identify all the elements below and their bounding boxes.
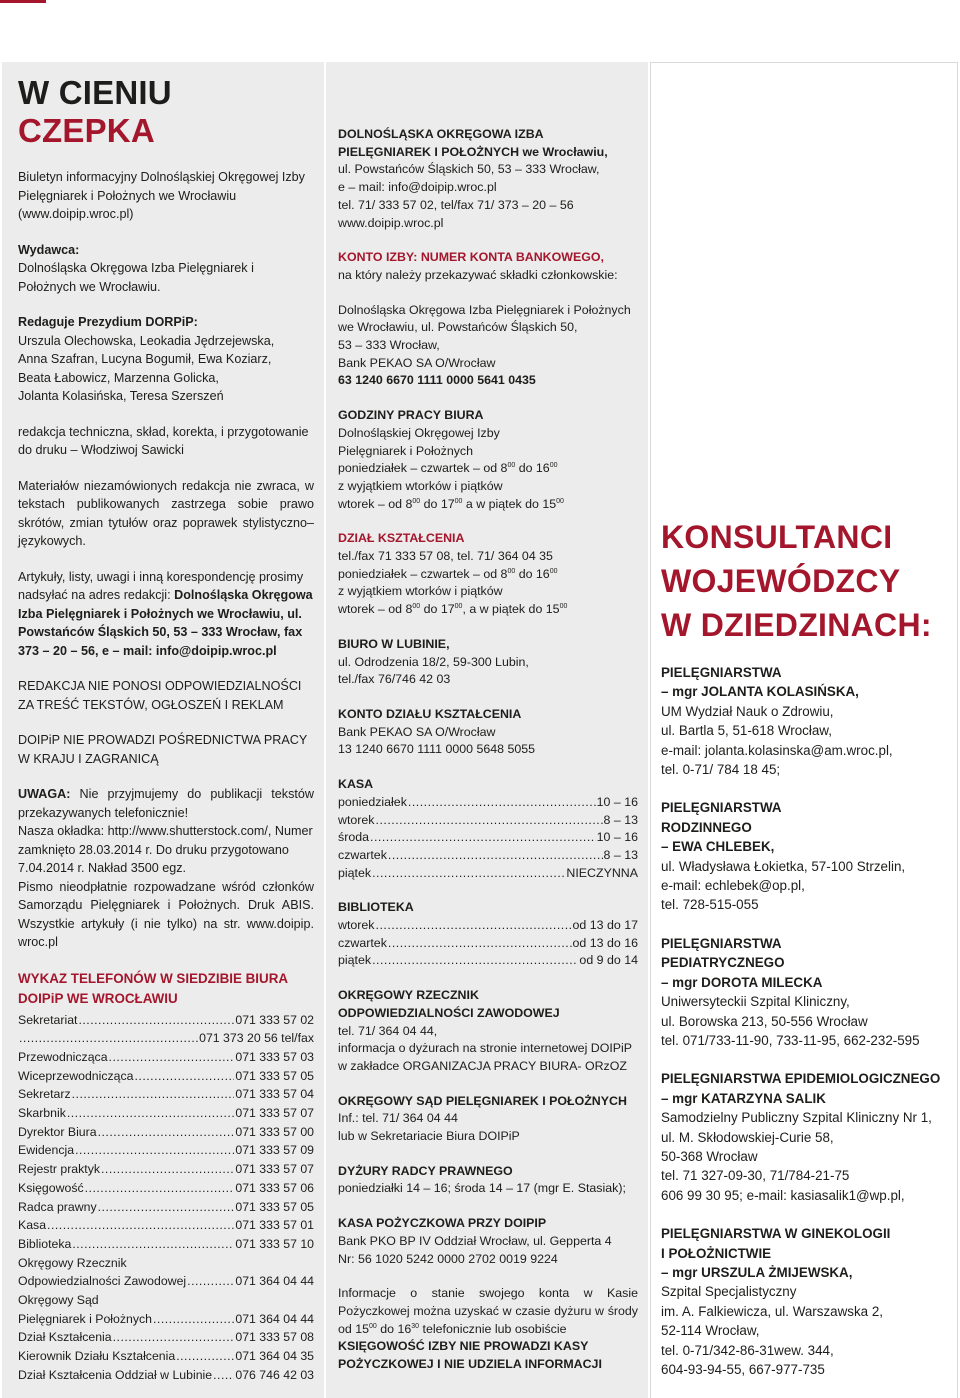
phone-entry-label: Okręgowy Rzecznik bbox=[18, 1255, 127, 1270]
phone-entry-label: Ewidencja bbox=[18, 1143, 75, 1158]
dot-leader bbox=[98, 1198, 235, 1217]
consultant-heading: PIELĘGNIARSTWA bbox=[661, 665, 782, 680]
phone-entry-value: 071 333 57 09 bbox=[235, 1143, 314, 1158]
distribution-note: Pismo nieodpłatnie rozpowadzane wśród członków Samorządu Pielęgniarek i Położnych. Druk ABIS. Wszystkie artykuły (i nie tylko) na str. www.doipip. wroc.pl bbox=[18, 879, 314, 949]
phone-entry-value: 071 364 04 44 bbox=[235, 1274, 314, 1289]
education-line: tel./fax 71 333 57 08, tel. 71/ 364 04 35 bbox=[338, 549, 553, 564]
phone-entry-value: 071 333 57 07 bbox=[235, 1106, 314, 1121]
dot-leader bbox=[113, 1328, 235, 1347]
office-info-column bbox=[326, 62, 648, 1398]
accounting-notice: KSIĘGOWOŚĆ IZBY NIE PROWADZI KASY POŻYCZKOWEJ I NIE UDZIELA INFORMACJI bbox=[338, 1339, 602, 1372]
consultant-heading: PIELĘGNIARSTWA W GINEKOLOGII bbox=[661, 1226, 891, 1242]
consultant-detail: 604-93-94-55, 667-977-735 bbox=[661, 1362, 825, 1377]
publisher-label: Wydawca: bbox=[18, 242, 80, 257]
dot-leader bbox=[388, 847, 603, 865]
unsolicited-materials-note: Materiałów niezamówionych redakcja nie zwraca, w tekstach publikowanych zastrzega sobie prawo skrótów, zmian tytułów oraz poprawek stylistyczno–językowych. bbox=[18, 478, 314, 548]
hours-line: Pielęgniarek i Położnych bbox=[338, 443, 473, 458]
kasa-title: KASA bbox=[338, 777, 374, 792]
consultant-entry bbox=[661, 934, 951, 1050]
consultant-heading: – mgr URSZULA ŻMIJEWSKA, bbox=[661, 1264, 853, 1280]
court-line: lub w Sekretariacie Biura DOIPiP bbox=[338, 1129, 520, 1144]
phone-entry bbox=[18, 1160, 314, 1179]
library-entry-label: wtorek bbox=[338, 918, 375, 933]
phone-entry-label: Dyrektor Biura bbox=[18, 1124, 97, 1139]
consultant-entry bbox=[661, 798, 951, 914]
dot-leader bbox=[372, 865, 565, 883]
phone-entry-value: 071 333 57 10 bbox=[235, 1236, 314, 1251]
dot-leader bbox=[213, 1366, 234, 1385]
phone-entry-label: Skarbnik bbox=[18, 1106, 66, 1121]
phone-entry bbox=[18, 1310, 314, 1329]
dot-leader bbox=[372, 952, 578, 970]
consultant-entry bbox=[661, 663, 951, 779]
rzecznik-line: tel. 71/ 364 04 44, bbox=[338, 1023, 438, 1038]
bulletin-intro: Biuletyn informacyjny Dolnośląskiej Okręgowej Izby Pielęgniarek i Położnych we Wrocławiu (www.doipip.wroc.pl) bbox=[18, 170, 305, 221]
kasa-entry-value: 8 – 13 bbox=[603, 847, 638, 862]
phone-entry-value: 071 333 57 06 bbox=[235, 1180, 314, 1195]
consultant-entry bbox=[661, 1224, 951, 1379]
hours-line: z wyjątkiem wtorków i piątków bbox=[338, 478, 503, 493]
phone-entry-label: Dział Kształcenia bbox=[18, 1330, 112, 1345]
consultant-detail: e-mail: jolanta.kolasinska@am.wroc.pl, bbox=[661, 742, 893, 758]
loan-fund-title: KASA POŻYCZKOWA PRZY DOIPIP bbox=[338, 1216, 547, 1231]
dot-leader bbox=[101, 1160, 234, 1179]
rzecznik-title: OKRĘGOWY RZECZNIK bbox=[338, 988, 479, 1003]
lubin-line: tel./fax 76/746 42 03 bbox=[338, 672, 451, 687]
legal-advisor-title: DYŻURY RADCY PRAWNEGO bbox=[338, 1163, 513, 1178]
phone-entry bbox=[18, 1347, 314, 1366]
account-title: KONTO IZBY: NUMER KONTA BANKOWEGO, bbox=[338, 250, 604, 265]
library-entry-label: czwartek bbox=[338, 935, 387, 950]
dot-leader bbox=[376, 812, 603, 830]
hours-line: poniedziałek – czwartek – od $8^{00}$ do $16^{00}$ bbox=[338, 461, 558, 476]
education-title: DZIAŁ KSZTAŁCENIA bbox=[338, 531, 465, 546]
legal-advisor-line: poniedziałki 14 – 16; środa 14 – 17 (mgr E. Stasiak); bbox=[338, 1181, 626, 1196]
lubin-title: BIURO W LUBINIE, bbox=[338, 636, 450, 651]
account-number: 63 1240 6670 1111 0000 5641 0435 bbox=[338, 373, 536, 388]
phone-entry-label: Wiceprzewodnicząca bbox=[18, 1068, 134, 1083]
kasa-entry-label: czwartek bbox=[338, 847, 387, 862]
consultant-detail: 50-368 Wrocław bbox=[661, 1148, 758, 1164]
account-line: 53 – 333 Wrocław, bbox=[338, 338, 440, 353]
consultant-detail: tel. 071/733-11-90, 733-11-95, 662-232-595 bbox=[661, 1032, 920, 1048]
consultant-detail: Uniwersyteckii Szpital Kliniczny, bbox=[661, 994, 850, 1010]
phone-entry-label: Sekretariat bbox=[18, 1012, 78, 1027]
dot-leader bbox=[19, 1029, 198, 1048]
loan-fund-line: Bank PKO BP IV Oddział Wrocław, ul. Gepperta 4 bbox=[338, 1233, 612, 1248]
kasa-entry-value: 10 – 16 bbox=[596, 830, 638, 845]
dot-leader bbox=[75, 1141, 234, 1160]
phone-entry-value: 071 333 57 05 bbox=[235, 1068, 314, 1083]
consultant-detail: Szpital Specjalistyczny bbox=[661, 1284, 797, 1300]
consultant-detail: ul. Władysława Łokietka, 57-100 Strzelin, bbox=[661, 858, 906, 874]
hours-line: Dolnośląskiej Okręgowej Izby bbox=[338, 425, 500, 440]
kasa-entry-label: poniedziałek bbox=[338, 794, 407, 809]
library-entry bbox=[338, 935, 638, 953]
consultants-list bbox=[661, 663, 951, 1379]
phone-entry-value: 076 746 42 03 bbox=[235, 1367, 314, 1382]
consultant-heading: PIELĘGNIARSTWA bbox=[661, 800, 782, 816]
lubin-line: ul. Odrodzenia 18/2, 59-300 Lubin, bbox=[338, 654, 529, 669]
dot-leader bbox=[72, 1235, 234, 1254]
phone-entry-label: Kasa bbox=[18, 1218, 47, 1233]
consultant-heading: – EWA CHLEBEK, bbox=[661, 839, 775, 855]
phone-entry-label: Radca prawny bbox=[18, 1199, 97, 1214]
edu-account-title: KONTO DZIAŁU KSZTAŁCENIA bbox=[338, 706, 522, 721]
org-line: ul. Powstańców Śląskich 50, 53 – 333 Wrocław, bbox=[338, 162, 600, 177]
dot-leader bbox=[176, 1347, 234, 1366]
org-title: DOLNOŚLĄSKA OKRĘGOWA IZBA bbox=[338, 127, 544, 141]
editors-label: Redaguje Prezydium DORPiP: bbox=[18, 315, 198, 329]
phone-entry-label: Sekretarz bbox=[18, 1087, 71, 1102]
phone-entry bbox=[18, 1366, 314, 1385]
phone-entry-value: 071 333 57 02 bbox=[235, 1012, 314, 1027]
org-link[interactable]: www.doipip.wroc.pl bbox=[338, 215, 444, 230]
library-entry-value: od 13 do 16 bbox=[572, 935, 638, 950]
phone-entry-value: 071 364 04 35 bbox=[235, 1349, 314, 1364]
consultant-heading: – mgr JOLANTA KOLASIŃSKA, bbox=[661, 684, 859, 700]
phone-entry-value: 071 333 57 05 bbox=[235, 1199, 314, 1214]
org-line: tel. 71/ 333 57 02, tel/fax 71/ 373 – 20 – 56 bbox=[338, 197, 574, 212]
phone-entry-value: 071 373 20 56 tel/fax bbox=[199, 1031, 314, 1046]
edu-account-line: Bank PEKAO SA O/Wrocław bbox=[338, 724, 496, 739]
rzecznik-title: ODPOWIEDZIALNOŚCI ZAWODOWEJ bbox=[338, 1005, 560, 1020]
kasa-entry bbox=[338, 812, 638, 830]
consultant-heading: – mgr DOROTA MILECKA bbox=[661, 974, 823, 990]
kasa-entry-label: wtorek bbox=[338, 812, 375, 827]
account-sub: na który należy przekazywać składki członkowskie: bbox=[338, 267, 618, 282]
consultant-detail: ul. Borowska 213, 50-556 Wrocław bbox=[661, 1013, 868, 1029]
loan-fund-line: Nr: 56 1020 5242 0000 2702 0019 9224 bbox=[338, 1251, 558, 1266]
phone-entry bbox=[18, 1104, 314, 1123]
rzecznik-line: w zakładce ORGANIZACJA PRACY BIURA- ORzOZ bbox=[338, 1058, 627, 1073]
phone-entry-label: Przewodnicząca bbox=[18, 1049, 108, 1064]
loan-info: Informacje o stanie swojego konta w Kasie Pożyczkowej można uzyskać w czasie dyżuru w środy od $15^{00}$ do $16^{30}$ telefonicznie lub osobiście bbox=[338, 1286, 638, 1336]
dot-leader bbox=[109, 1048, 235, 1067]
consultant-heading: PIELĘGNIARSTWA bbox=[661, 935, 782, 951]
consultant-detail: ul. M. Skłodowskiej-Curie 58, bbox=[661, 1129, 834, 1145]
consultant-heading: – mgr KATARZYNA SALIK bbox=[661, 1090, 826, 1106]
education-line: z wyjątkiem wtorków i piątków bbox=[338, 584, 503, 599]
phones-title: DOIPiP WE WROCŁAWIU bbox=[18, 990, 178, 1006]
library-entry-value: od 9 do 14 bbox=[579, 953, 638, 968]
phone-entry bbox=[18, 1291, 314, 1310]
phone-entry bbox=[18, 1216, 314, 1235]
kasa-entry bbox=[338, 865, 638, 883]
library-entry bbox=[338, 917, 638, 935]
education-line: wtorek – od $8^{00}$ do $17^{00}$, a w piątek do $15^{00}$ bbox=[338, 602, 568, 617]
consultants-column bbox=[650, 62, 958, 1398]
phone-entry bbox=[18, 1048, 314, 1067]
consultant-detail: tel. 0-71/ 784 18 45; bbox=[661, 762, 781, 778]
phone-entry bbox=[18, 1235, 314, 1254]
editors-line: Jolanta Kolasińska, Teresa Szerszeń bbox=[18, 389, 224, 403]
phone-entry bbox=[18, 1123, 314, 1142]
dot-leader bbox=[47, 1216, 234, 1235]
phone-entry-label: Okręgowy Sąd bbox=[18, 1293, 99, 1308]
phone-entry bbox=[18, 1272, 314, 1291]
phone-entry-value: 071 333 57 07 bbox=[235, 1162, 314, 1177]
library-title: BIBLIOTEKA bbox=[338, 900, 414, 915]
consultant-detail: tel. 728-515-055 bbox=[661, 897, 759, 913]
disclaimer-line: W KRAJU I ZAGRANICĄ bbox=[18, 751, 159, 766]
dot-leader bbox=[135, 1067, 235, 1086]
disclaimer-line: REDAKCJA NIE PONOSI ODPOWIEDZIALNOŚCI bbox=[18, 679, 302, 693]
phone-entry-value: 071 333 57 04 bbox=[235, 1087, 314, 1102]
consultant-detail: e-mail: echlebek@op.pl, bbox=[661, 878, 805, 894]
kasa-hours bbox=[338, 794, 638, 883]
dot-leader bbox=[78, 1011, 234, 1030]
phone-entry bbox=[18, 1179, 314, 1198]
kasa-entry-value: 10 – 16 bbox=[596, 794, 638, 809]
technical-editing: redakcja techniczna, skład, korekta, i przygotowanie do druku – Włodziwoj Sawicki bbox=[18, 424, 309, 457]
disclaimer-line: ZA TREŚĆ TEKSTÓW, OGŁOSZEŃ I REKLAM bbox=[18, 697, 284, 712]
account-line: Bank PEKAO SA O/Wrocław bbox=[338, 355, 496, 370]
phone-entry bbox=[18, 1029, 314, 1048]
phone-entry-label: Biblioteka bbox=[18, 1236, 72, 1251]
dot-leader bbox=[376, 917, 572, 935]
correspondence-note: Artykuły, listy, uwagi i inną korespondencję prosimy nadsyłać na adres redakcji: Dolnośląska Okręgowa Izba Pielęgniarek i Położnych we Wrocławiu, ul. Powstańców Śląskich 50, 53 – 333 Wrocław, fax 373 – 20 – 56, e – mail: info@doipip.wroc.pl bbox=[18, 569, 313, 658]
phone-entry-value: 071 364 04 44 bbox=[235, 1311, 314, 1326]
dot-leader bbox=[85, 1179, 235, 1198]
consultant-entry bbox=[661, 1069, 951, 1205]
dot-leader bbox=[153, 1310, 234, 1329]
phone-entry bbox=[18, 1198, 314, 1217]
kasa-entry-label: środa bbox=[338, 830, 369, 845]
phone-entry-label: Księgowość bbox=[18, 1180, 84, 1195]
dot-leader bbox=[187, 1272, 234, 1291]
phone-entry-label: Rejestr praktyk bbox=[18, 1162, 101, 1177]
cover-note: Nasza okładka: http://www.shutterstock.com/, Numer zamknięto 28.03.2014 r. Do druku przygotowano 7.04.2014 r. Nakład 3500 egz. bbox=[18, 824, 313, 875]
consultant-detail: tel. 71 327-09-30, 71/784-21-75 bbox=[661, 1168, 850, 1184]
phone-list bbox=[18, 1011, 314, 1385]
dot-leader bbox=[408, 794, 596, 812]
phone-entry-label: Pielęgniarek i Położnych bbox=[18, 1311, 152, 1326]
warning-note: UWAGA: Nie przyjmujemy do publikacji tekstów przekazywanych telefonicznie! bbox=[18, 787, 314, 820]
phone-entry bbox=[18, 1011, 314, 1030]
org-title: PIELĘGNIAREK I POŁOŻNYCH we Wrocławiu, bbox=[338, 144, 608, 159]
consultant-detail: tel. 0-71/342-86-31wew. 344, bbox=[661, 1342, 834, 1358]
consultant-heading: RODZINNEGO bbox=[661, 819, 752, 835]
editors-line: Urszula Olechowska, Leokadia Jędrzejewska, bbox=[18, 333, 275, 348]
publisher: Dolnośląska Okręgowa Izba Pielęgniarek i Położnych we Wrocławiu. bbox=[18, 261, 254, 294]
phone-entry-value: 071 333 57 08 bbox=[235, 1330, 314, 1345]
consultant-detail: Samodzielny Publiczny Szpital Kliniczny Nr 1, bbox=[661, 1110, 932, 1126]
consultant-heading: PEDIATRYCZNEGO bbox=[661, 955, 785, 971]
dot-leader bbox=[72, 1085, 235, 1104]
masthead-column bbox=[2, 62, 324, 1398]
phone-entry bbox=[18, 1328, 314, 1347]
phone-entry bbox=[18, 1067, 314, 1086]
disclaimer-line: DOIPiP NIE PROWADZI POŚREDNICTWA PRACY bbox=[18, 733, 308, 747]
dot-leader bbox=[98, 1123, 235, 1142]
library-hours bbox=[338, 917, 638, 970]
phone-entry-value: 071 333 57 00 bbox=[235, 1124, 314, 1139]
phone-entry bbox=[18, 1085, 314, 1104]
editors-line: Anna Szafran, Lucyna Bogumił, Ewa Koziarz, bbox=[18, 352, 272, 366]
hours-line: wtorek – od $8^{00}$ do $17^{00}$ a w piątek do $15^{00}$ bbox=[338, 496, 564, 511]
court-line: Inf.: tel. 71/ 364 04 44 bbox=[338, 1111, 458, 1126]
consultant-heading: PIELĘGNIARSTWA EPIDEMIOLOGICZNEGO bbox=[661, 1071, 941, 1087]
consultant-detail: 52-114 Wrocław, bbox=[661, 1323, 760, 1339]
phone-entry-value: 071 333 57 03 bbox=[235, 1049, 314, 1064]
account-line: we Wrocławiu, ul. Powstańców Śląskich 50, bbox=[338, 320, 578, 335]
kasa-entry-label: piątek bbox=[338, 865, 372, 880]
phone-entry-value: 071 333 57 01 bbox=[235, 1218, 314, 1233]
phone-entry-label: Kierownik Działu Kształcenia bbox=[18, 1349, 176, 1364]
editors-line: Beata Łabowicz, Marzenna Golicka, bbox=[18, 370, 219, 385]
top-accent-bar bbox=[0, 0, 46, 3]
phone-entry-label: Odpowiedzialności Zawodowej bbox=[18, 1274, 187, 1289]
court-title: OKRĘGOWY SĄD PIELĘGNIAREK I POŁOŻNYCH bbox=[338, 1093, 627, 1108]
phones-title: WYKAZ TELEFONÓW W SIEDZIBIE BIURA bbox=[18, 970, 289, 986]
education-line: poniedziałek – czwartek – od $8^{00}$ do $16^{00}$ bbox=[338, 566, 558, 581]
consultant-detail: ul. Bartla 5, 51-618 Wrocław, bbox=[661, 723, 832, 739]
org-line: e – mail: info@doipip.wroc.pl bbox=[338, 180, 497, 195]
dot-leader bbox=[388, 935, 572, 953]
phone-entry bbox=[18, 1141, 314, 1160]
phone-entry bbox=[18, 1254, 314, 1273]
edu-account-line: 13 1240 6670 1111 0000 5648 5055 bbox=[338, 742, 536, 757]
kasa-entry bbox=[338, 794, 638, 812]
library-entry-label: piątek bbox=[338, 953, 372, 968]
consultant-detail: 606 99 30 95; e-mail: kasiasalik1@wp.pl, bbox=[661, 1187, 905, 1203]
library-entry bbox=[338, 952, 638, 970]
kasa-entry bbox=[338, 829, 638, 847]
account-line: Dolnośląska Okręgowa Izba Pielęgniarek i Położnych bbox=[338, 302, 631, 317]
consultant-heading: I POŁOŻNICTWIE bbox=[661, 1245, 772, 1261]
page-title: W CIENIU CZEPKA bbox=[18, 74, 172, 149]
kasa-entry-value: NIECZYNNA bbox=[566, 865, 638, 880]
consultant-detail: UM Wydział Nauk o Zdrowiu, bbox=[661, 703, 834, 719]
kasa-entry bbox=[338, 847, 638, 865]
consultant-detail: im. A. Falkiewicza, ul. Warszawska 2, bbox=[661, 1303, 883, 1319]
dot-leader bbox=[67, 1104, 235, 1123]
rzecznik-line: informacja o dyżurach na stronie internetowej DOIPiP bbox=[338, 1041, 633, 1056]
consultants-title: KONSULTANCI WOJEWÓDZCY W DZIEDZINACH: bbox=[661, 519, 932, 643]
dot-leader bbox=[370, 829, 596, 847]
kasa-entry-value: 8 – 13 bbox=[603, 812, 638, 827]
hours-title: GODZINY PRACY BIURA bbox=[338, 408, 484, 423]
library-entry-value: od 13 do 17 bbox=[572, 918, 638, 933]
phone-entry-label: Dział Kształcenia Oddział w Lubinie bbox=[18, 1367, 213, 1382]
